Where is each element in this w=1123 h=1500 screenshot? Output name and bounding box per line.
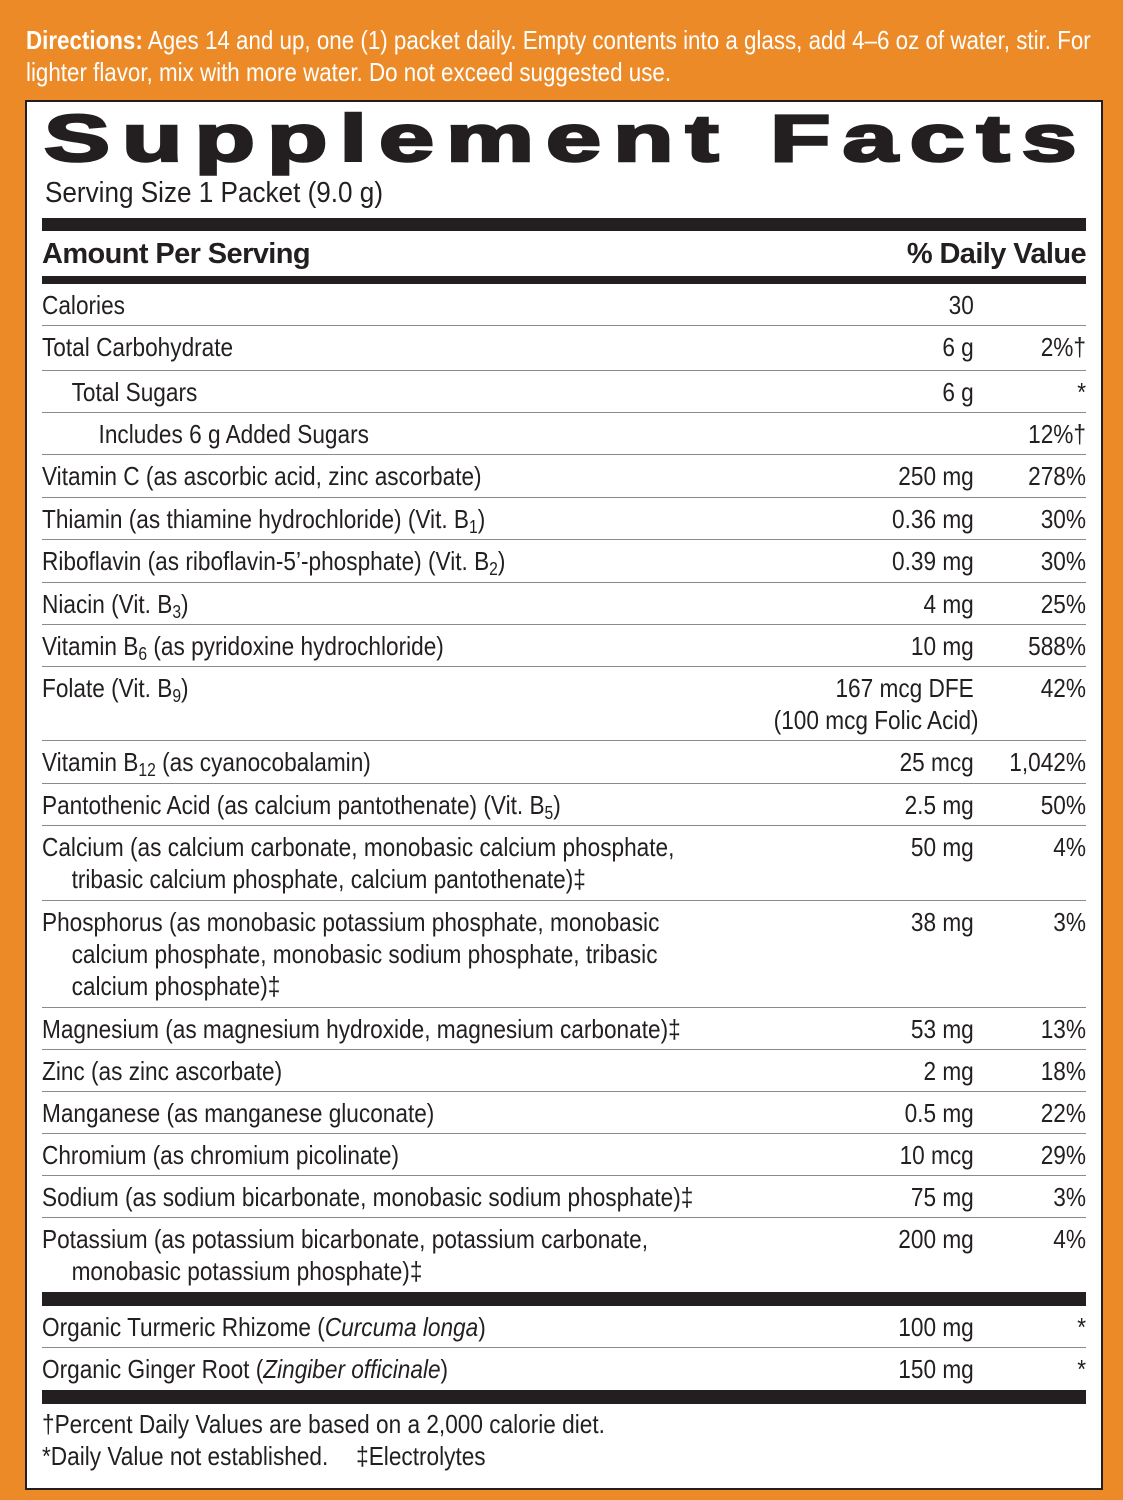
- daily-value: 22%: [1040, 1098, 1086, 1128]
- nutrient-name-part: Sodium (as sodium bicarbonate, monobasic sodium phosphate)‡: [42, 1182, 694, 1212]
- table-row: [42, 413, 1086, 455]
- amount: 0.36 mg: [892, 504, 974, 534]
- nutrient-name-part: (as cyanocobalamin): [155, 747, 371, 777]
- table-row: [42, 540, 1086, 583]
- daily-value: 42%: [1040, 673, 1086, 703]
- nutrient-name: [42, 460, 774, 497]
- nutrient-name: [42, 1181, 774, 1217]
- amount: 38 mg: [910, 907, 974, 937]
- table-row: [42, 1092, 1086, 1134]
- nutrient-name-part: ): [478, 1312, 486, 1342]
- amount: 2 mg: [923, 1056, 974, 1086]
- nutrient-name-part: Potassium (as potassium bicarbonate, potassium carbonate,: [42, 1224, 649, 1254]
- daily-value: *: [1077, 1354, 1086, 1384]
- amount: 10 mg: [910, 631, 974, 661]
- nutrient-name-part: 2: [489, 559, 498, 579]
- amount: 30: [948, 290, 974, 320]
- nutrient-name-part: tribasic calcium phosphate, calcium pantothenate)‡: [71, 864, 586, 894]
- amount-per-serving-header: Amount Per Serving: [42, 237, 310, 270]
- nutrient-name: [42, 630, 774, 666]
- nutrient-name: [42, 746, 774, 783]
- nutrient-name-part: Pantothenic Acid (as calcium pantothenate) (Vit. B: [42, 790, 545, 820]
- nutrient-name: [42, 1223, 774, 1292]
- nutrient-name: [42, 1353, 774, 1390]
- nutrient-name-part: ): [497, 546, 506, 576]
- amount: 0.39 mg: [892, 546, 974, 576]
- daily-value: 13%: [1040, 1014, 1086, 1044]
- amount: 2.5 mg: [904, 790, 974, 820]
- amount: 25 mcg: [899, 747, 974, 777]
- nutrient-name-part: 12: [138, 760, 156, 780]
- daily-value: [974, 289, 1086, 325]
- nutrient-name-part: Phosphorus (as monobasic potassium phosphate, monobasic: [42, 907, 660, 937]
- nutrient-name-part: monobasic potassium phosphate)‡: [71, 1256, 423, 1286]
- daily-value: 30%: [1040, 504, 1086, 534]
- footnote-dagger: †Percent Daily Values are based on a 2,000 calorie diet.: [42, 1409, 605, 1439]
- nutrient-name-part: Zinc (as zinc ascorbate): [42, 1056, 283, 1086]
- table-row: [42, 1008, 1086, 1050]
- nutrient-name-part: Calories: [42, 290, 125, 320]
- amount: 6 g: [942, 332, 974, 362]
- nutrient-name-part: Vitamin C (as ascorbic acid, zinc ascorbate): [42, 461, 482, 491]
- footnotes: [42, 1408, 605, 1472]
- amount: 250 mg: [898, 461, 974, 491]
- daily-value: 25%: [1040, 589, 1086, 619]
- nutrient-name: [42, 906, 774, 1007]
- nutrient-name-part: (as pyridoxine hydrochloride): [147, 631, 444, 661]
- daily-value: 278%: [1028, 461, 1086, 491]
- daily-value: 29%: [1040, 1140, 1086, 1170]
- nutrient-name-part: Total Sugars: [71, 377, 198, 407]
- table-row: [42, 826, 1086, 901]
- nutrient-name-part: Includes 6 g Added Sugars: [98, 419, 369, 449]
- nutrient-name-part: Folate (Vit. B: [42, 673, 173, 703]
- directions-body: Ages 14 and up, one (1) packet daily. Empty contents into a glass, add 4–6 oz of water, stir. For lighter flavor, mix with more water. Do not exceed suggested use.: [26, 25, 1091, 87]
- nutrient-table: [42, 284, 1086, 1292]
- amount: 6 g: [942, 377, 974, 407]
- amount: [774, 418, 974, 454]
- table-row: [42, 784, 1086, 826]
- amount: 150 mg: [898, 1354, 974, 1384]
- thick-divider: [42, 1292, 1086, 1306]
- nutrient-name-part: ): [440, 1354, 449, 1384]
- nutrient-name-part: Niacin (Vit. B: [42, 589, 173, 619]
- table-row: [42, 1050, 1086, 1092]
- nutrient-name-part: ): [181, 589, 189, 619]
- nutrient-name-part: Manganese (as manganese gluconate): [42, 1098, 435, 1128]
- nutrient-name-part: Magnesium (as magnesium hydroxide, magnesium carbonate)‡: [42, 1014, 681, 1044]
- footnote-star: *Daily Value not established.: [42, 1441, 329, 1471]
- thick-divider: [42, 276, 1086, 284]
- daily-value-header: % Daily Value: [906, 237, 1086, 270]
- daily-value: 18%: [1040, 1056, 1086, 1086]
- nutrient-name-part: ): [553, 790, 561, 820]
- table-row: [42, 1218, 1086, 1292]
- nutrient-name-part: 1: [469, 517, 478, 537]
- nutrient-name-part: Chromium (as chromium picolinate): [42, 1140, 399, 1170]
- daily-value: *: [1077, 377, 1086, 407]
- nutrient-name-part: Riboflavin (as riboflavin-5’-phosphate) (Vit. B: [42, 546, 490, 576]
- panel-title: Supplement Facts: [44, 101, 1089, 175]
- nutrient-name-part: Organic Turmeric Rhizome (: [42, 1312, 325, 1342]
- directions-label: Directions:: [26, 25, 143, 55]
- daily-value: 50%: [1040, 790, 1086, 820]
- supplement-facts-panel: [25, 100, 1103, 1490]
- nutrient-name-part: Organic Ginger Root (: [42, 1354, 264, 1384]
- nutrient-name-part: calcium phosphate)‡: [71, 971, 281, 1001]
- footnote-electrolytes: ‡Electrolytes: [356, 1441, 486, 1471]
- nutrient-name: [42, 331, 774, 370]
- table-row: [42, 583, 1086, 625]
- amount: 167 mcg DFE (100 mcg Folic Acid): [773, 673, 979, 735]
- nutrient-name: [42, 672, 774, 740]
- nutrient-name: [42, 831, 774, 900]
- amount: 0.5 mg: [904, 1098, 974, 1128]
- nutrient-name-part: Calcium (as calcium carbonate, monobasic calcium phosphate,: [42, 832, 675, 862]
- nutrient-name: [42, 1139, 774, 1175]
- table-row: [42, 371, 1086, 413]
- table-row: [42, 1176, 1086, 1218]
- other-ingredients-table: [42, 1306, 1086, 1390]
- table-row: [42, 1306, 1086, 1348]
- table-row: [42, 498, 1086, 540]
- daily-value: 3%: [1053, 907, 1086, 937]
- nutrient-name-part: ): [477, 504, 486, 534]
- nutrient-name-part: Total Carbohydrate: [42, 332, 234, 362]
- amount: 100 mg: [898, 1312, 974, 1342]
- nutrient-name: [42, 789, 774, 825]
- nutrient-name: [42, 1311, 774, 1347]
- table-row: [42, 284, 1086, 326]
- nutrient-name-part: ): [181, 673, 189, 703]
- amount: 4 mg: [923, 589, 974, 619]
- thick-divider: [42, 1390, 1086, 1404]
- amount: 10 mcg: [899, 1140, 974, 1170]
- daily-value: 588%: [1028, 631, 1086, 661]
- nutrient-name: [42, 376, 774, 412]
- daily-value: 30%: [1040, 546, 1086, 576]
- table-row: [42, 1348, 1086, 1390]
- nutrient-name-part: Vitamin B: [42, 747, 139, 777]
- daily-value: 4%: [1053, 1224, 1086, 1254]
- daily-value: *: [1077, 1312, 1086, 1342]
- nutrient-name: [42, 545, 774, 582]
- serving-size: Serving Size 1 Packet (9.0 g): [45, 177, 384, 209]
- nutrient-name-part: 6: [138, 644, 148, 664]
- nutrient-name: [42, 1013, 774, 1049]
- nutrient-name-part: 5: [544, 803, 554, 823]
- nutrient-name: [42, 1055, 774, 1091]
- directions-text: [26, 24, 1101, 88]
- nutrient-name-part: 9: [172, 686, 182, 706]
- nutrient-name-part: Curcuma longa: [324, 1312, 479, 1342]
- table-row: [42, 326, 1086, 371]
- nutrient-name-part: calcium phosphate, monobasic sodium phosphate, tribasic: [71, 939, 658, 969]
- table-row: [42, 741, 1086, 784]
- table-row: [42, 1134, 1086, 1176]
- nutrient-name: [42, 1097, 774, 1133]
- nutrient-name-part: 3: [172, 602, 182, 622]
- table-row: [42, 625, 1086, 667]
- daily-value: 1,042%: [1009, 747, 1086, 777]
- daily-value: 2%†: [1040, 332, 1086, 362]
- table-row: [42, 667, 1086, 741]
- amount: 75 mg: [910, 1182, 974, 1212]
- amount: 200 mg: [898, 1224, 974, 1254]
- nutrient-name-part: Vitamin B: [42, 631, 139, 661]
- table-row: [42, 455, 1086, 498]
- nutrient-name: [42, 588, 774, 624]
- nutrient-name: [42, 418, 774, 454]
- daily-value: 3%: [1053, 1182, 1086, 1212]
- table-row: [42, 901, 1086, 1008]
- nutrient-name: [42, 503, 774, 539]
- daily-value: 4%: [1053, 832, 1086, 862]
- nutrient-name-part: Thiamin (as thiamine hydrochloride) (Vit. B: [42, 504, 470, 534]
- amount: 50 mg: [910, 832, 974, 862]
- thick-divider: [42, 218, 1086, 231]
- nutrient-name: [42, 289, 774, 325]
- amount: 53 mg: [910, 1014, 974, 1044]
- daily-value: 12%†: [1028, 419, 1086, 449]
- table-header: [42, 232, 1086, 276]
- nutrient-name-part: Zingiber officinale: [263, 1354, 441, 1384]
